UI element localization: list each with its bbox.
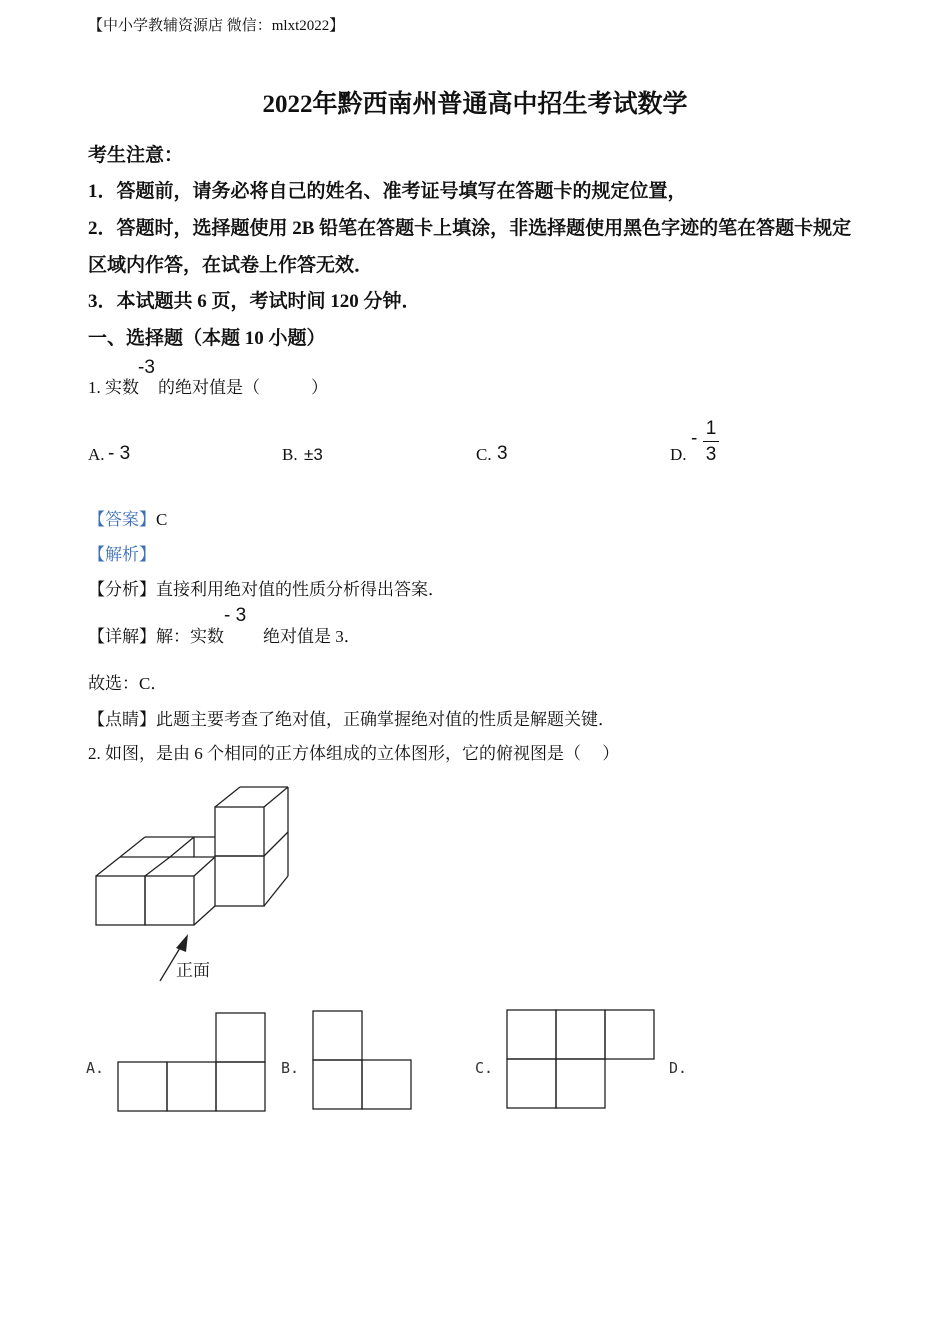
q1-option-a-label: A. xyxy=(88,445,105,464)
q1-expression: -3 xyxy=(138,357,155,378)
dianjing-text: 此题主要考查了绝对值，正确掌握绝对值的性质是解题关键． xyxy=(156,710,615,729)
answer-value: C xyxy=(156,510,168,529)
fenxi-text: 直接利用绝对值的性质分析得出答案． xyxy=(156,580,445,599)
q2-option-a-figure xyxy=(118,1013,265,1111)
arrow-head-icon xyxy=(176,934,188,952)
fenxi-tag: 【分析】 xyxy=(88,580,156,599)
q1-option-d-sign: - xyxy=(691,428,698,449)
front-label: 正面 xyxy=(176,961,210,981)
notice-item-3: 3．本试题共 6 页，考试时间 120 分钟． xyxy=(88,291,421,312)
q1-option-b-value: ±3 xyxy=(304,445,323,464)
fraction-denominator: 3 xyxy=(705,444,717,465)
analysis-tag: 【解析】 xyxy=(88,545,156,564)
notice-item-2: 2．答题时，选择题使用 2B 铅笔在答题卡上填涂，非选择题使用黑色字迹的笔在答题卡规定 xyxy=(88,218,852,239)
q2-option-b-figure xyxy=(313,1011,411,1109)
q2-option-d-label: D. xyxy=(669,1059,688,1077)
answer-tag: 【答案】 xyxy=(88,510,156,529)
page-header: 【中小学教辅资源店 微信：mlxt2022】 xyxy=(88,18,345,34)
q1-option-a-value: - 3 xyxy=(108,443,131,464)
q1-option-b-label: B. xyxy=(282,445,298,464)
detail-expression: - 3 xyxy=(224,605,247,626)
dianjing-tag: 【点睛】 xyxy=(88,710,156,729)
q1-option-c-value: 3 xyxy=(497,443,508,464)
fraction-numerator: 1 xyxy=(705,418,717,439)
q2-option-b-label: B. xyxy=(281,1059,300,1077)
notice-heading: 考生注意： xyxy=(88,145,184,166)
q1-option-c-label: C. xyxy=(476,445,492,464)
exam-title: 2022年黔西南州普通高中招生考试数学 xyxy=(262,91,688,118)
q2-option-c-label: C. xyxy=(475,1059,494,1077)
notice-item-1: 1．答题前，请务必将自己的姓名、准考证号填写在答题卡的规定位置， xyxy=(88,181,687,202)
q2-option-a-label: A. xyxy=(86,1059,105,1077)
choose-line: 故选：C． xyxy=(88,674,168,693)
q1-suffix: 的绝对值是（ ） xyxy=(158,378,328,397)
q1-prefix: 1. 实数 xyxy=(88,378,139,397)
detail-prefix: 解：实数 xyxy=(156,627,224,646)
q2-option-c-figure xyxy=(507,1010,654,1108)
section-title: 一、选择题（本题 10 小题） xyxy=(88,328,326,349)
cube-solid-figure xyxy=(96,787,288,981)
notice-item-2-cont: 区域内作答，在试卷上作答无效． xyxy=(88,255,374,276)
q1-option-d-label: D. xyxy=(670,445,687,464)
detail-suffix: 绝对值是 3． xyxy=(263,627,361,646)
detail-tag: 【详解】 xyxy=(88,627,156,646)
q2-stem: 2. 如图，是由 6 个相同的正方体组成的立体图形，它的俯视图是（ ） xyxy=(88,744,620,763)
